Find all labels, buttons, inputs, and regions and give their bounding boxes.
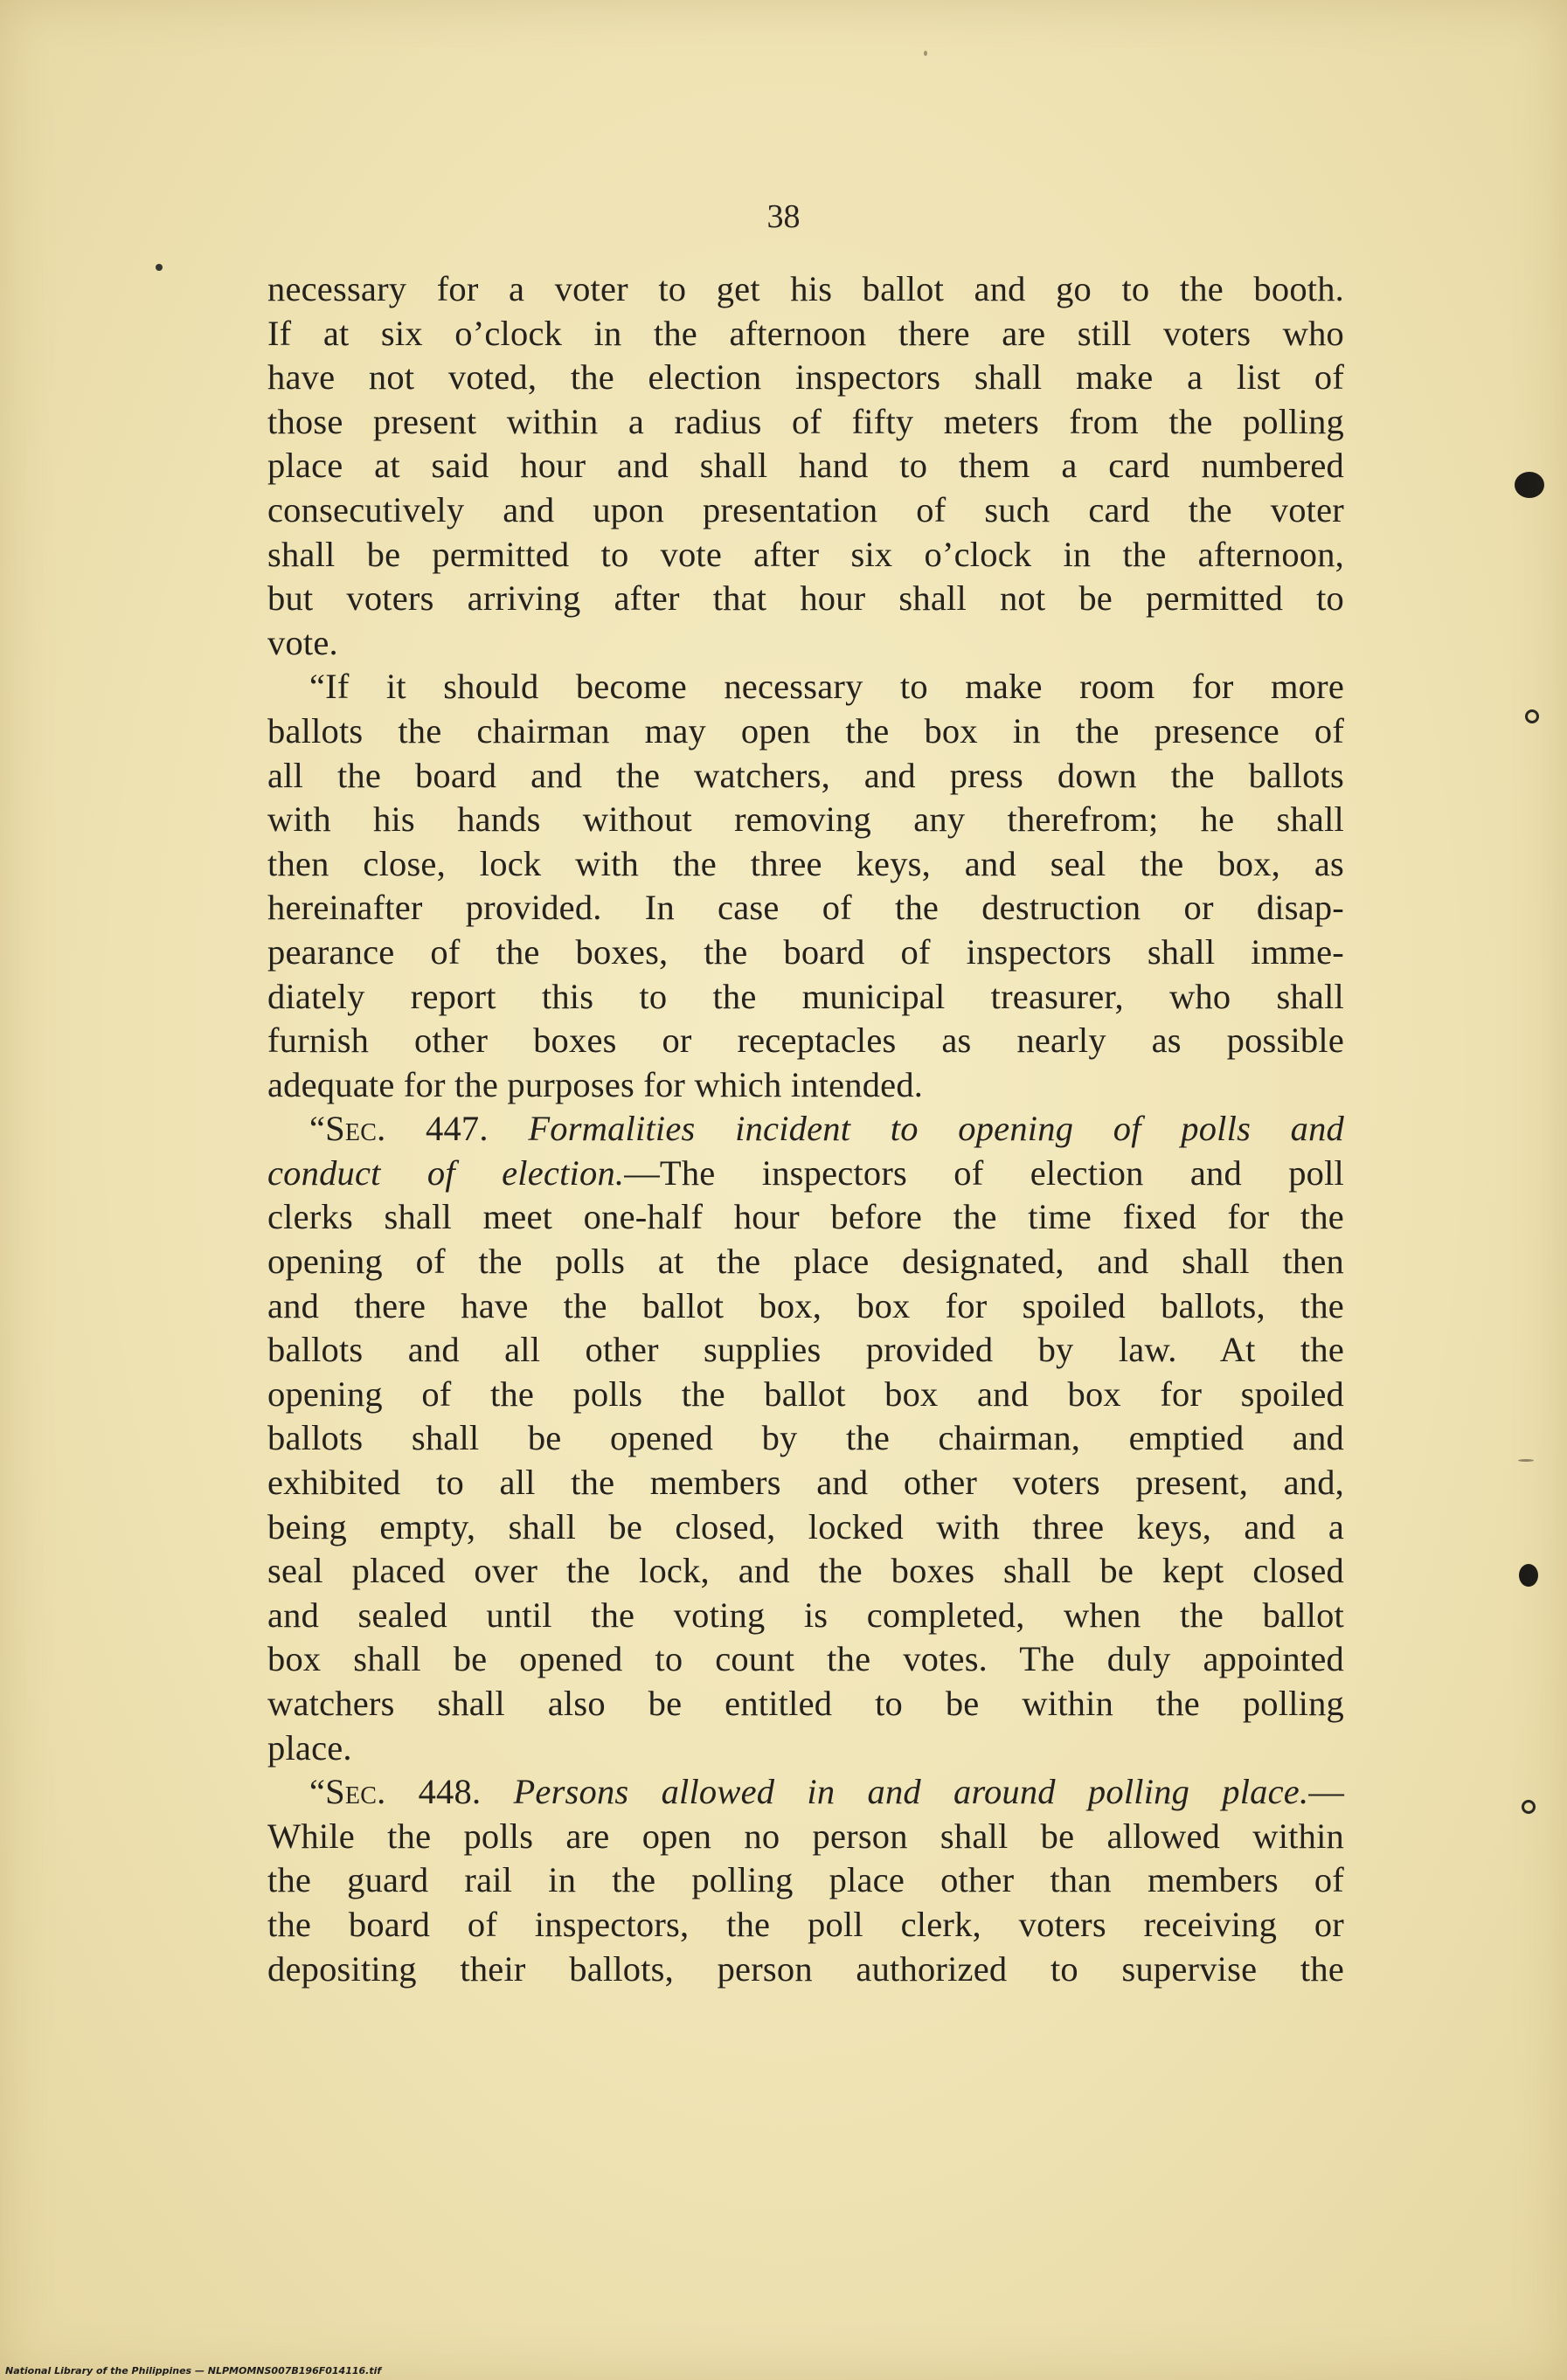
text-line: box shall be opened to count the votes. The duly appointed xyxy=(267,1639,1344,1679)
paper-speck xyxy=(156,264,163,271)
text-line: seal placed over the lock, and the boxes shall be kept closed xyxy=(267,1551,1344,1591)
text-line: “If it should become necessary to make room for more xyxy=(309,667,1344,707)
text-line: furnish other boxes or receptacles as nearly as possible xyxy=(267,1020,1344,1061)
text-line: depositing their ballots, person authorized to supervise the xyxy=(267,1948,1344,1989)
text-line: While the polls are open no person shall be allowed within xyxy=(267,1816,1344,1856)
paper-speck xyxy=(924,51,927,56)
paper-speck xyxy=(1518,1459,1534,1462)
paragraph-ballot-box xyxy=(267,665,1344,1107)
text-line: If at six o’clock in the afternoon there are still voters who xyxy=(267,313,1344,353)
text-line: with his hands without removing any therefrom; he shall xyxy=(267,799,1344,840)
section-heading-line xyxy=(267,1107,1344,1152)
section-title: Persons allowed in and around polling place. xyxy=(513,1772,1309,1812)
text-line: those present within a radius of fifty meters from the polling xyxy=(267,401,1344,441)
text-run: —The inspectors of election and poll xyxy=(624,1152,1345,1193)
binding-hole-icon xyxy=(1515,472,1544,498)
text-line: ballots and all other supplies provided by law. At the xyxy=(267,1330,1344,1370)
text-line: all the board and the watchers, and press down the ballots xyxy=(267,755,1344,795)
body-text xyxy=(267,267,1344,1991)
archive-credit: National Library of the Philippines — NLPMOMNS007B196F014116.tif xyxy=(5,2365,382,2377)
text-line: pearance of the boxes, the board of inspectors shall imme- xyxy=(267,931,1344,972)
section-title-continued: conduct of election. xyxy=(267,1152,625,1193)
section-number: . 447. xyxy=(377,1109,529,1149)
section-447 xyxy=(267,1107,1344,1770)
text-line: opening of the polls at the place designated, and shall then xyxy=(267,1242,1344,1282)
text-line: diately report this to the municipal treasurer, who shall xyxy=(267,976,1344,1016)
text-line: place at said hour and shall hand to them a card numbered xyxy=(267,446,1344,486)
text-line: but voters arriving after that hour shall not be permitted to xyxy=(267,578,1344,619)
text-line: then close, lock with the three keys, and seal the box, as xyxy=(267,843,1344,883)
text-line: and sealed until the voting is completed, when the ballot xyxy=(267,1595,1344,1635)
binding-hole-icon xyxy=(1519,1564,1538,1587)
text-line: being empty, shall be closed, locked with three keys, and a xyxy=(267,1506,1344,1546)
section-smallcaps: ec xyxy=(344,1772,378,1812)
text-line: opening of the polls the ballot box and box for spoiled xyxy=(267,1373,1344,1414)
text-line: the guard rail in the polling place other than members of xyxy=(267,1860,1344,1900)
section-heading-line xyxy=(267,1152,1344,1196)
paragraph-continuation xyxy=(267,267,1344,665)
text-line: exhibited to all the members and other voters present, and, xyxy=(267,1463,1344,1503)
text-line: adequate for the purposes for which intended. xyxy=(267,1064,924,1104)
section-quote-initial: “S xyxy=(309,1772,345,1812)
text-line: clerks shall meet one-half hour before the time fixed for the xyxy=(267,1197,1344,1237)
section-448 xyxy=(267,1770,1344,1991)
section-title: Formalities incident to opening of polls and xyxy=(528,1109,1344,1149)
binding-hole-icon xyxy=(1525,709,1539,723)
text-line: consecutively and upon presentation of such card the voter xyxy=(267,489,1344,529)
text-line: shall be permitted to vote after six o’clock in the afternoon, xyxy=(267,534,1344,574)
text-line: ballots shall be opened by the chairman, emptied and xyxy=(267,1418,1344,1458)
text-line: and there have the ballot box, box for spoiled ballots, the xyxy=(267,1285,1344,1325)
section-dash: — xyxy=(1308,1772,1345,1812)
binding-hole-icon xyxy=(1522,1800,1536,1814)
text-line: place. xyxy=(267,1727,352,1768)
text-line: necessary for a voter to get his ballot and go to the booth. xyxy=(267,269,1344,308)
text-line: the board of inspectors, the poll clerk, voters receiving or xyxy=(267,1904,1344,1944)
text-line: watchers shall also be entitled to be within the polling xyxy=(267,1684,1344,1723)
section-heading-line xyxy=(267,1770,1344,1815)
text-line: have not voted, the election inspectors shall make a list of xyxy=(267,357,1344,398)
text-line: ballots the chairman may open the box in the presence of xyxy=(267,710,1344,751)
text-line: hereinafter provided. In case of the destruction or disap- xyxy=(267,888,1344,928)
section-quote-initial: “S xyxy=(309,1109,345,1149)
text-line: vote. xyxy=(267,622,338,662)
section-smallcaps: ec xyxy=(344,1109,378,1149)
page-number: 38 xyxy=(766,198,801,235)
section-number: . 448. xyxy=(377,1772,514,1812)
